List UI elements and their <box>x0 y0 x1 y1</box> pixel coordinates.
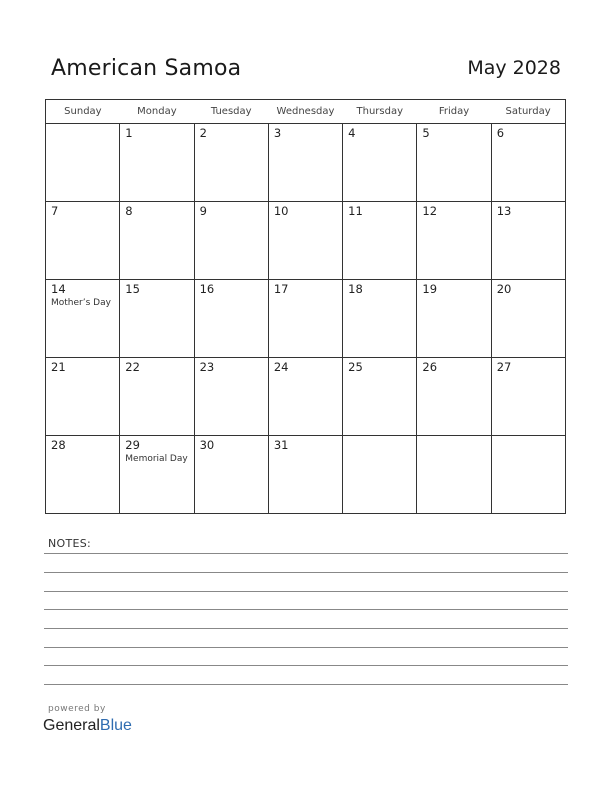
day-number: 16 <box>199 282 215 296</box>
day-cell <box>268 358 342 436</box>
day-number: 17 <box>273 282 289 296</box>
calendar-month: May 2028 <box>467 57 561 79</box>
day-number: 31 <box>273 438 289 452</box>
day-number: 23 <box>199 360 215 374</box>
day-number: 26 <box>422 360 438 374</box>
notes-label: NOTES: <box>48 537 92 550</box>
brand-logo <box>43 717 132 735</box>
day-event: Mother’s Day <box>51 298 111 308</box>
day-number: 20 <box>496 282 512 296</box>
day-cell <box>343 436 417 514</box>
day-number: 9 <box>199 204 207 218</box>
weekday-tuesday: Tuesday <box>194 100 268 124</box>
note-line <box>44 553 568 554</box>
day-number: 27 <box>496 360 512 374</box>
day-number: 11 <box>348 204 363 218</box>
day-cell <box>120 280 194 358</box>
weekday-saturday: Saturday <box>491 100 565 124</box>
week-row <box>46 124 566 202</box>
day-cell <box>46 124 120 202</box>
day-number: 1 <box>125 126 133 140</box>
note-line <box>44 647 568 648</box>
day-number: 24 <box>273 360 289 374</box>
day-cell <box>343 358 417 436</box>
week-row <box>46 358 566 436</box>
week-row <box>46 202 566 280</box>
note-line <box>44 628 568 629</box>
weekday-wednesday: Wednesday <box>268 100 342 124</box>
day-cell <box>268 436 342 514</box>
day-cell <box>46 436 120 514</box>
day-cell <box>194 124 268 202</box>
day-cell <box>268 280 342 358</box>
note-line <box>44 684 568 685</box>
day-number: 25 <box>348 360 363 374</box>
calendar-grid <box>45 99 566 514</box>
note-line <box>44 609 568 610</box>
day-number: 29 <box>125 438 140 452</box>
note-line <box>44 572 568 573</box>
day-cell <box>120 436 194 514</box>
weekday-header-row <box>46 100 566 124</box>
day-cell <box>491 358 565 436</box>
day-cell <box>46 202 120 280</box>
day-number: 7 <box>51 204 59 218</box>
day-cell <box>491 202 565 280</box>
week-row <box>46 280 566 358</box>
day-number: 18 <box>348 282 363 296</box>
day-number: 3 <box>273 126 282 140</box>
day-number: 28 <box>51 438 66 452</box>
brand-general: General <box>43 717 100 734</box>
day-cell <box>194 202 268 280</box>
day-cell <box>491 436 565 514</box>
weekday-friday: Friday <box>417 100 491 124</box>
brand-blue: Blue <box>99 717 132 734</box>
day-event: Memorial Day <box>125 454 188 464</box>
day-number: 4 <box>348 126 356 140</box>
day-cell <box>417 436 491 514</box>
day-number: 10 <box>273 204 289 218</box>
powered-by-text: powered by <box>48 704 106 714</box>
week-row <box>46 436 566 514</box>
day-cell <box>194 358 268 436</box>
day-number: 2 <box>199 126 207 140</box>
note-line <box>44 591 568 592</box>
weekday-thursday: Thursday <box>343 100 417 124</box>
day-cell <box>491 280 565 358</box>
day-cell <box>194 280 268 358</box>
day-cell <box>46 280 120 358</box>
day-number: 8 <box>125 204 133 218</box>
day-number: 21 <box>51 360 66 374</box>
day-cell <box>343 202 417 280</box>
day-cell <box>417 358 491 436</box>
calendar-title: American Samoa <box>51 56 242 81</box>
day-cell <box>268 202 342 280</box>
note-line <box>44 665 568 666</box>
day-number: 5 <box>422 126 430 140</box>
weekday-monday: Monday <box>120 100 194 124</box>
day-number: 15 <box>125 282 140 296</box>
day-cell <box>268 124 342 202</box>
day-number: 14 <box>51 282 66 296</box>
day-cell <box>417 124 491 202</box>
day-number: 22 <box>125 360 140 374</box>
day-cell <box>417 280 491 358</box>
day-number: 13 <box>496 204 512 218</box>
day-cell <box>417 202 491 280</box>
day-number: 6 <box>496 126 505 140</box>
day-number: 19 <box>422 282 438 296</box>
day-cell <box>343 280 417 358</box>
day-cell <box>120 358 194 436</box>
weekday-sunday: Sunday <box>46 100 120 124</box>
day-cell <box>120 124 194 202</box>
day-cell <box>491 124 565 202</box>
day-number: 12 <box>422 204 438 218</box>
day-cell <box>120 202 194 280</box>
day-cell <box>46 358 120 436</box>
day-number: 30 <box>199 438 215 452</box>
day-cell <box>194 436 268 514</box>
day-cell <box>343 124 417 202</box>
